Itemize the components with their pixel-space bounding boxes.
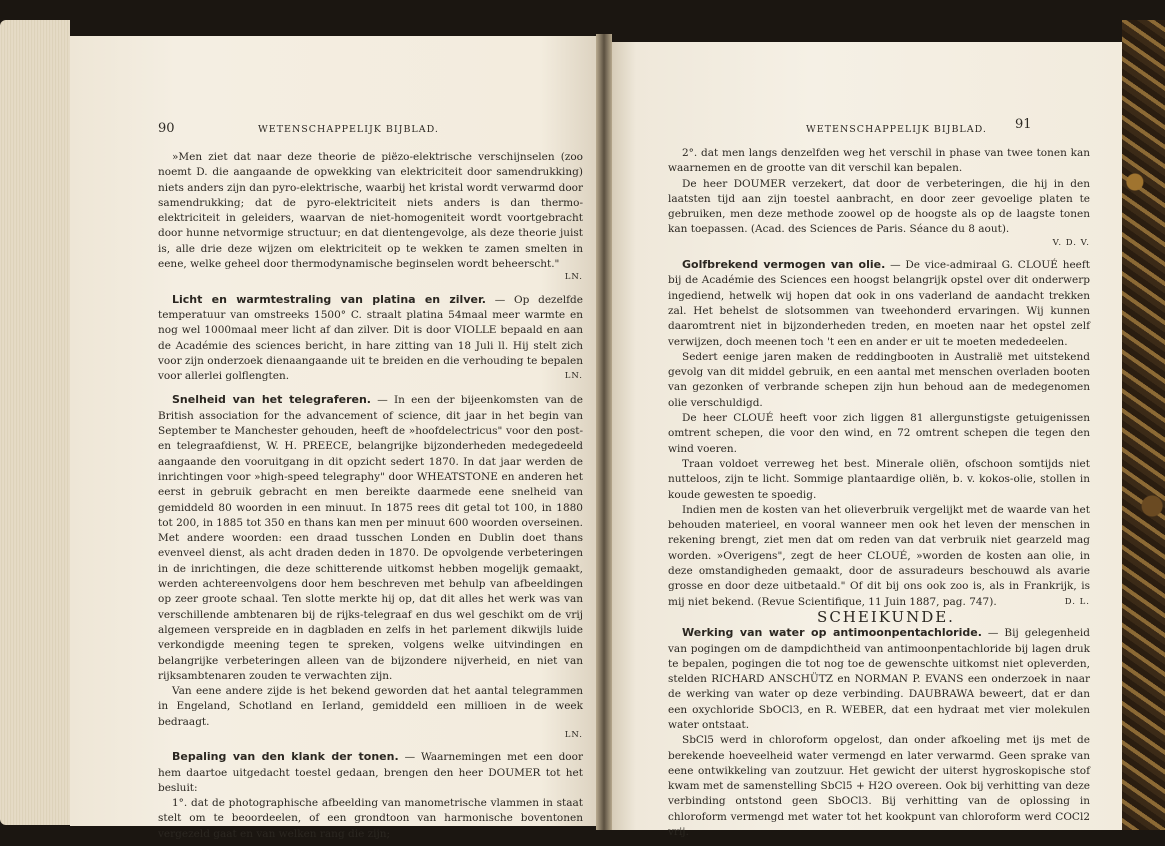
article-5-paragraph-2: SbCl5 werd in chloroform opgelost, dan onder afkoeling met ijs met de berekende hoeveelheid water vermengd en later verwarmd. Geen sprake van eene ontwikkeling van zoutzuur. Het gewicht der uiterst hygroskopische stof kwam met de samenstelling SbCl5 + H2O overeen. Ook bij verhitting van deze verbinding ontstond geen SbOCl3. Bij verhitting van de oplossing in chloroform vermengd met water tot het kookpunt van chloroform werd COCl2 vrij. <box>668 734 1090 839</box>
article-3-body: — Waarnemingen met een door hem daartoe uitgedacht toestel gedaan, brengen den heer DOUMER tot het besluit: <box>158 751 583 794</box>
left-page-number: 90 <box>158 121 175 136</box>
article-4 <box>668 257 1090 350</box>
article-2-heading: Snelheid van het telegraferen. <box>172 393 371 407</box>
article-4-paragraph-5-text: Indien men de kosten van het olieverbruik vergelijkt met de waarde van het behouden materieel, en vooral wanneer men ook het leven der menschen in rekening brengt, ziet men dat om reden van dat verbruik niet gearzeld mag worden. »Overigens", zegt de heer CLOUÉ, »worden de kosten aan olie, in deze omstandigheden gemaakt, door de assuradeurs beschouwd als avarie grosse en door deze uitbetaald." Of dit bij ons ook zoo is, als in Frankrijk, is mij niet bekend. (Revue Scientifique, 11 Juin 1887, pag. 747). <box>668 503 1090 608</box>
article-4-body: — De vice-admiraal G. CLOUÉ heeft bij de Académie des Sciences een hoogst belangrijk opstel over dit onderwerp ingediend, hetwelk wij hopen dat ook in ons vaderland de aandacht trekken zal. Het behelst de slotsommen van tweehonderd ervaringen. Wij kunnen daaromtrent niet in bijzonderheden treden, en moeten naar het opstel zelf verwijzen, doch meenen toch 't een en ander er uit te moeten mededeelen. <box>668 259 1090 348</box>
article-5-body: — Bij gelegenheid van pogingen om de dampdichtheid van antimoonpentachloride bij lagen druk te bepalen, pogingen die tot nog toe de gewenschte uitkomst niet opleverden, stelden RICHARD ANSCHÜTZ en NORMAN P. EVANS een onderzoek in naar de werking van water op deze verbinding. DAUBRAWA beweert, dat er dan een oxychloride SbOCl3, en R. WEBER, dat een hydraat met vier molekulen water ontstaat. <box>668 627 1090 731</box>
page-edges-left <box>0 20 70 825</box>
intro-paragraph: »Men ziet dat naar deze theorie de piëzo-elektrische verschijnselen (zoo noemt D. die aangaande de opwekking van elektriciteit door samendrukking) niets anders zijn dan pyro-elektrische, waarbij het kristal wordt verwarmd door samendrukking; dat de pyro-elektriciteit niets anders is dan thermo-elektriciteit in geleiders, waarvan de niet-homogeniteit wordt voortgebracht door hunne netvormige structuur; en dat dientengevolge, als deze theorie juist is, alle drie deze wijzen om elektriciteit op te wekken te zamen smelten in eene, welke geheel door thermodynamische beginselen wordt beheerscht." <box>158 151 583 271</box>
article-4-paragraph-2: Sedert eenige jaren maken de reddingbooten in Australië met uitstekend gevolg van dit middel gebruik, en een aantal met menschen overladen booten van gezonken of verbrande schepen zijn hun behoud aan de medegenomen olie verschuldigd. <box>668 350 1090 409</box>
article-5 <box>668 625 1090 733</box>
left-page-text <box>158 150 583 842</box>
article-2-body: — In een der bijeenkomsten van de British association for the advancement of science, dit jaar in het begin van September te Manchester gehouden, heeft de »hoofdelectricus" voor den post- en telegraafdienst, W. H. PREECE, belangrijke bijzonderheden medegedeeld aangaande den vooruitgang in dit opzicht sedert 1870. In dat jaar werden de inrichtingen voor »high-speed telegraphy" door WHEATSTONE en anderen het eerst in gebruik gebracht en men bereikte daarmede eene snelheid van gemiddeld 80 woorden in een minuut. In 1875 rees dit getal tot 100, in 1880 tot 200, in 1885 tot 350 en thans kan men per minuut 600 woorden overseinen. Met andere woorden: een draad tusschen Londen en Dublin doet thans evenveel dienst, als acht draden deden in 1870. De opvolgende verbeteringen in de inrichtingen, die deze schitterende uitkomst hebben mogelijk gemaakt, werden achtereenvolgens door hem beschreven met behulp van afbeeldingen op zeer groote schaal. Ten slotte merkte hij op, dat dit alles het werk was van verschillende ambtenaren bij de rijks-telegraaf en dus wel geschikt om de vrij algemeen verspreide en in dagbladen en zelfs in het parlement dikwijls luide verkondigde meening tegen te spreken, volgens welke uitvindingen en belangrijke verbeteringen alleen van de bijzondere nijverheid, en niet van rijksambtenaren zouden te verwachten zijn. <box>158 394 583 682</box>
article-1-body: — Op dezelfde temperatuur van omstreeks 1500° C. straalt platina 54maal meer warmte en nog wel 1000maal meer licht af dan zilver. Dit is door VIOLLE bepaald en aan de Académie des sciences bericht, in hare zitting van 18 Juli ll. Hij stelt zich voor zijn onderzoek dienaangaande uit te breiden en die verhouding te bepalen voor allerlei golflengten. <box>158 293 583 383</box>
item-2: 2°. dat men langs denzelfden weg het verschil in phase van twee tonen kan waarnemen en de grootte van dit verschil kan bepalen. <box>668 147 1090 175</box>
doumer-signature: V. D. V. <box>1052 237 1090 248</box>
intro-signature: LN. <box>564 272 583 283</box>
right-page-number: 91 <box>1015 117 1032 132</box>
right-page-text <box>668 146 1090 840</box>
article-4-paragraph-5 <box>668 503 1090 610</box>
article-1-heading: Licht en warmtestraling van platina en zilver. <box>172 292 486 306</box>
article-4-signature: D. L. <box>1064 596 1090 607</box>
article-3-heading: Bepaling van den klank der tonen. <box>172 750 399 764</box>
article-2-signature: LN. <box>564 729 583 740</box>
article-2-paragraph-b: Van eene andere zijde is het bekend geworden dat het aantal telegrammen in Engeland, Schotland en Ierland, gemiddeld een millioen in de week bedraagt. <box>158 685 583 728</box>
section-heading: SCHEIKUNDE. <box>817 607 955 626</box>
article-3-item-1: 1°. dat de photographische afbeelding van manometrische vlammen in staat stelt om te beoordeelen, of een grondtoon van harmonische boventonen vergezeld gaat en van welken rang die zijn; <box>158 797 583 840</box>
article-2 <box>158 392 583 684</box>
doumer-paragraph: De heer DOUMER verzekert, dat door de verbeteringen, die hij in den laatsten tijd aan zijn toestel aanbracht, en door zeer gevoelige platen te gebruiken, men deze methode zoowel op de hoogste als op de laagste tonen kan toepassen. (Acad. des Sciences de Paris. Séance du 8 aout). <box>668 177 1090 236</box>
article-1-signature: LN. <box>564 371 583 382</box>
book-gutter <box>596 34 612 830</box>
article-5-heading: Werking van water op antimoonpentachloride. <box>682 626 982 640</box>
article-4-paragraph-4: Traan voldoet verreweg het best. Minerale oliën, ofschoon somtijds niet nutteloos, zijn te licht. Sommige plantaardige oliën, b. v. kokos-olie, stollen in koude gewesten te spoedig. <box>668 457 1090 501</box>
article-1 <box>158 292 583 385</box>
left-running-head: WETENSCHAPPELIJK BIJBLAD. <box>258 124 439 135</box>
article-3 <box>158 749 583 796</box>
marbled-cover-right <box>1122 20 1165 830</box>
article-4-paragraph-3: De heer CLOUÉ heeft voor zich liggen 81 allergunstigste getuigenissen omtrent schepen, die voor den wind, en 72 omtrent schepen die tegen den wind voeren. <box>668 412 1090 455</box>
right-running-head: WETENSCHAPPELIJK BIJBLAD. <box>806 124 987 135</box>
article-4-heading: Golfbrekend vermogen van olie. <box>682 258 886 272</box>
